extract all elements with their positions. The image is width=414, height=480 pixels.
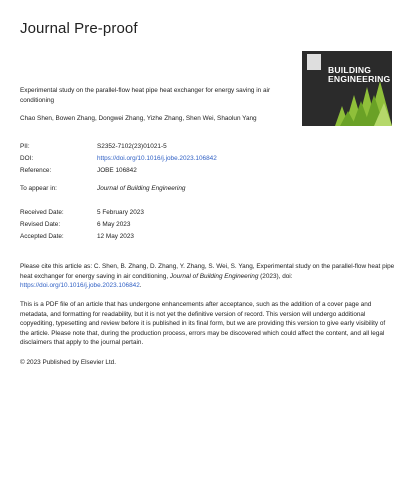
revised-label: Revised Date: bbox=[20, 221, 61, 228]
reference-value: JOBE 106842 bbox=[97, 167, 137, 174]
journal-cover-image bbox=[302, 51, 392, 126]
doi-link[interactable]: https://doi.org/10.1016/j.jobe.2023.106842 bbox=[97, 155, 217, 162]
citation-journal: Journal of Building Engineering bbox=[169, 272, 259, 280]
pii-value: S2352-7102(23)01021-5 bbox=[97, 143, 167, 150]
article-title: Experimental study on the parallel-flow heat pipe heat exchanger for energy saving in air conditioning bbox=[20, 87, 271, 104]
cover-title-line1: BUILDING bbox=[328, 65, 372, 75]
cover-title bbox=[328, 66, 390, 83]
received-value: 5 February 2023 bbox=[97, 209, 144, 216]
article-authors: Chao Shen, Bowen Zhang, Dongwei Zhang, Yizhe Zhang, Shen Wei, Shaolun Yang bbox=[20, 115, 257, 122]
revised-value: 6 May 2023 bbox=[97, 221, 131, 228]
citation-suffix: . bbox=[139, 282, 142, 290]
accepted-value: 12 May 2023 bbox=[97, 233, 134, 240]
citation-doi-link[interactable]: https://doi.org/10.1016/j.jobe.2023.106842 bbox=[20, 282, 140, 290]
appear-value: Journal of Building Engineering bbox=[97, 185, 186, 192]
pii-label: PII: bbox=[20, 143, 30, 150]
reference-label: Reference: bbox=[20, 167, 52, 174]
citation-paragraph bbox=[20, 262, 395, 291]
citation-mid: (2023), doi: bbox=[258, 272, 293, 280]
disclaimer-paragraph: This is a PDF file of an article that has undergone enhancements after acceptance, such as the addition of a cover page and metadata, and formatting for readability, but it is not yet the definitive version of record. This version will undergo additional copyediting, typesetting and review before it is published in its final form, but we are providing this version to give early visibility of the article. Please note that, during the production process, errors may be discovered which could affect the content, and all legal disclaimers that apply to the journal pertain. bbox=[20, 301, 386, 347]
copyright-notice: © 2023 Published by Elsevier Ltd. bbox=[20, 359, 117, 366]
page-title: Journal Pre-proof bbox=[20, 20, 138, 37]
citation-prefix: Please cite this article as: C. Shen, B. Zhang, D. Zhang, Y. Zhang, S. Wei, S. Yang, Experimental study on the parallel-flow heat pipe heat exchanger for energy saving in air conditioning, bbox=[20, 263, 395, 280]
elsevier-logo bbox=[307, 54, 321, 70]
accepted-label: Accepted Date: bbox=[20, 233, 64, 240]
doi-label: DOI: bbox=[20, 155, 34, 162]
appear-label: To appear in: bbox=[20, 185, 57, 192]
cover-title-line2: ENGINEERING bbox=[328, 73, 391, 84]
received-label: Received Date: bbox=[20, 209, 64, 216]
